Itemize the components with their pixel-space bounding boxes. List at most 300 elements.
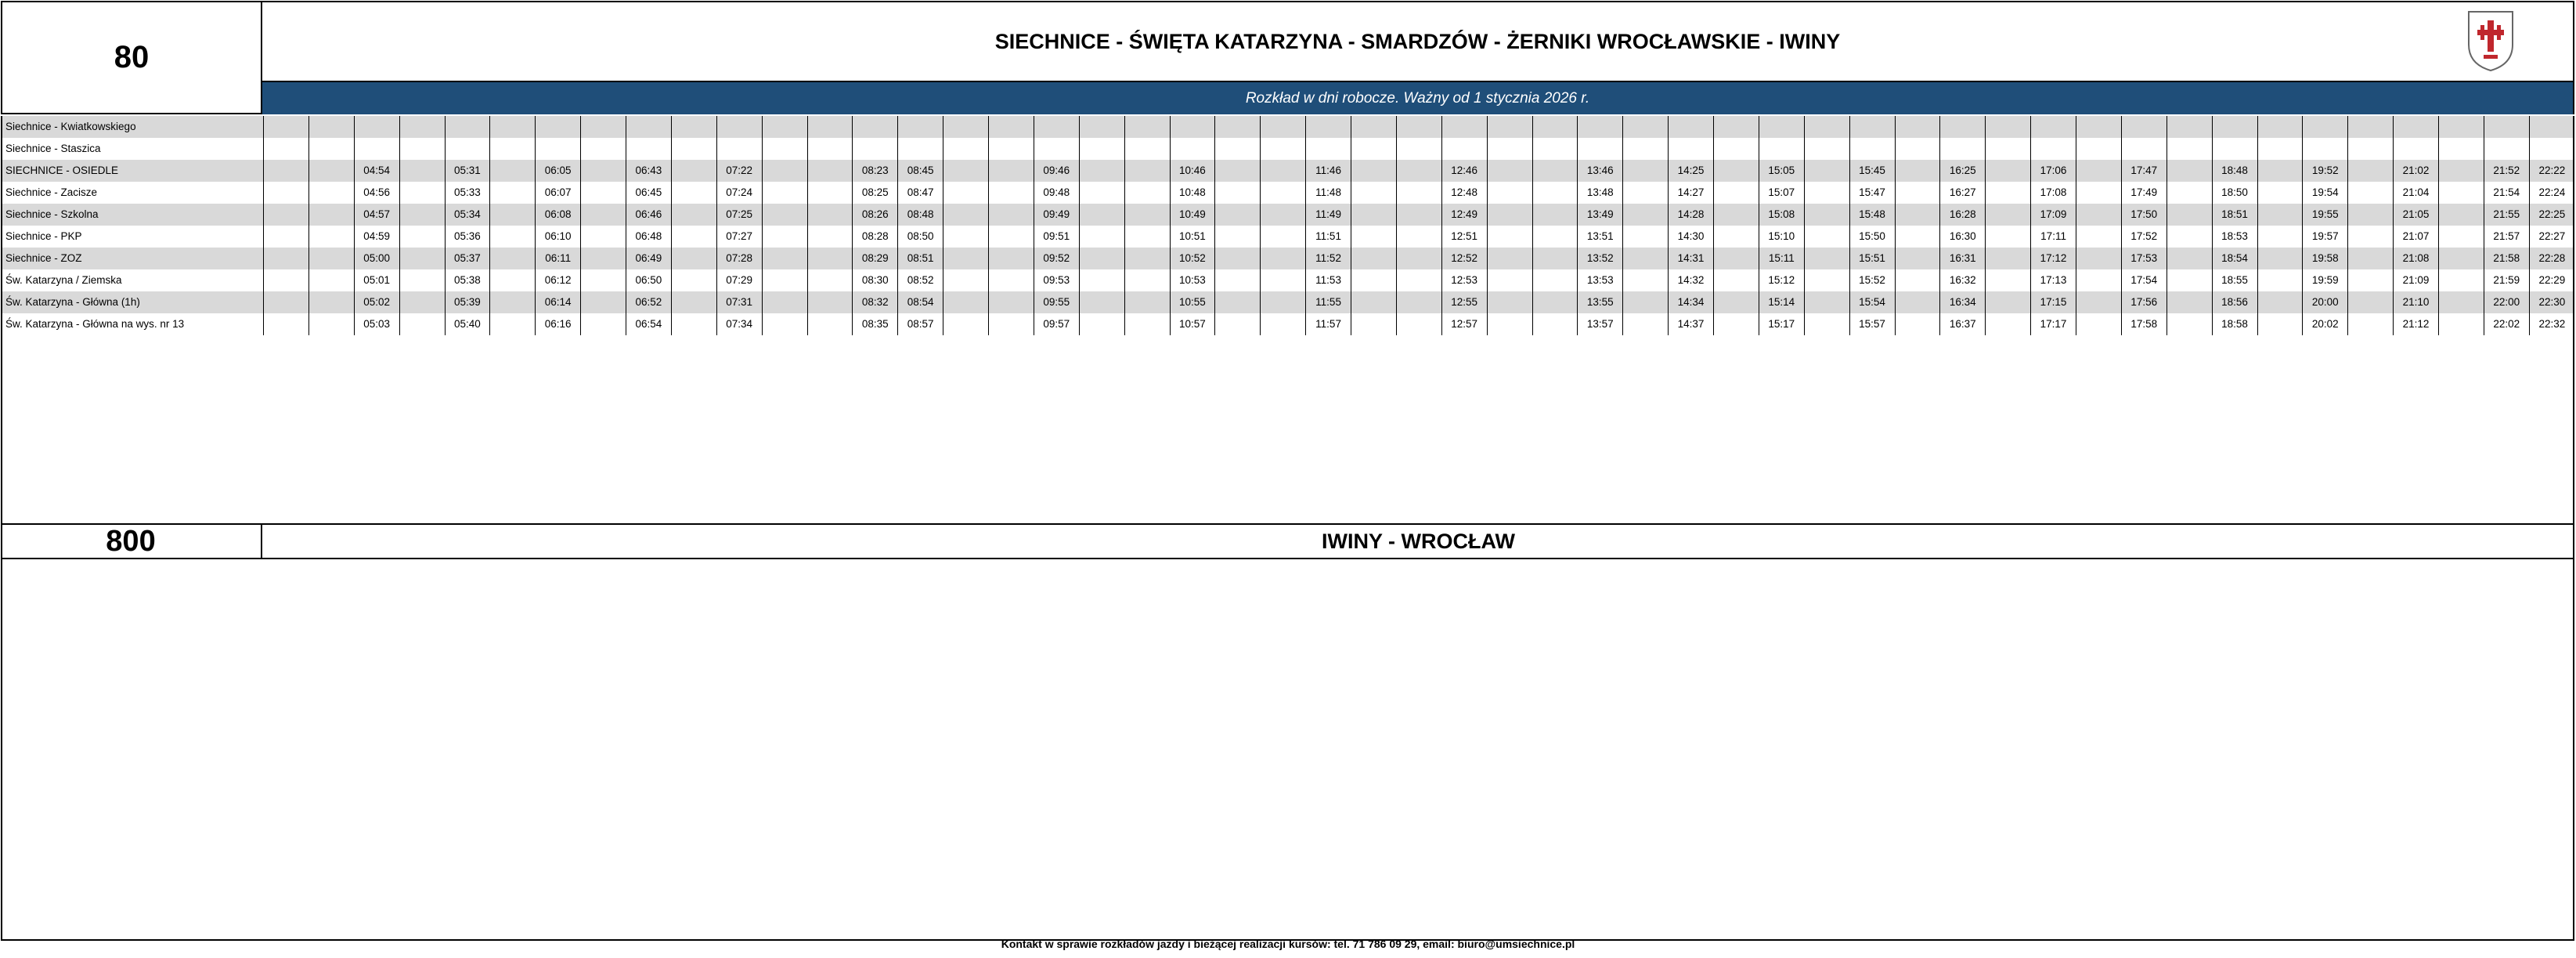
departure-time: 04:54 [354, 160, 399, 182]
departure-time [581, 182, 626, 204]
departure-time [807, 226, 853, 248]
departure-time [581, 248, 626, 269]
departure-time: 05:38 [445, 269, 490, 291]
departure-time [1532, 313, 1578, 335]
departure-time: 09:52 [1034, 248, 1079, 269]
departure-time [1940, 116, 1986, 138]
departure-time [1623, 204, 1669, 226]
departure-time [943, 248, 989, 269]
departure-time [2121, 138, 2167, 160]
departure-time [943, 138, 989, 160]
stop-name: Siechnice - Kwiatkowskiego [2, 116, 264, 138]
departure-time: 09:55 [1034, 291, 1079, 313]
departure-time [1986, 138, 2031, 160]
departure-time: 21:58 [2484, 248, 2529, 269]
departure-time [989, 248, 1034, 269]
departure-time [1986, 160, 2031, 182]
departure-time [1487, 182, 1532, 204]
departure-time: 07:28 [716, 248, 762, 269]
departure-time [264, 291, 309, 313]
departure-time: 12:46 [1441, 160, 1487, 182]
departure-time [853, 138, 898, 160]
departure-time: 06:16 [536, 313, 581, 335]
departure-time [308, 269, 354, 291]
departure-time: 06:46 [626, 204, 672, 226]
departure-time: 15:52 [1849, 269, 1895, 291]
departure-time: 17:58 [2121, 313, 2167, 335]
departure-time [1895, 269, 1940, 291]
departure-time: 16:31 [1940, 248, 1986, 269]
departure-time: 12:51 [1441, 226, 1487, 248]
departure-time [989, 226, 1034, 248]
departure-time [1441, 116, 1487, 138]
departure-time: 22:29 [2529, 269, 2574, 291]
departure-time: 14:28 [1669, 204, 1714, 226]
departure-time [1487, 291, 1532, 313]
departure-time: 22:30 [2529, 291, 2574, 313]
departure-time [445, 138, 490, 160]
departure-time [2257, 248, 2303, 269]
departure-time [2257, 138, 2303, 160]
departure-time: 08:47 [898, 182, 943, 204]
departure-time [1849, 138, 1895, 160]
departure-time [490, 269, 536, 291]
departure-time [1487, 204, 1532, 226]
departure-time [2348, 204, 2394, 226]
departure-time: 18:48 [2212, 160, 2257, 182]
departure-time: 21:04 [2394, 182, 2439, 204]
departure-time: 08:35 [853, 313, 898, 335]
departure-time [1487, 116, 1532, 138]
departure-time [308, 226, 354, 248]
departure-time [807, 204, 853, 226]
departure-time [1487, 138, 1532, 160]
departure-time [1804, 226, 1849, 248]
departure-time [1714, 291, 1759, 313]
route-title [262, 1, 2574, 82]
departure-time: 19:59 [2303, 269, 2348, 291]
departure-time [762, 248, 807, 269]
departure-time: 06:54 [626, 313, 672, 335]
timetable-line-80 [1, 116, 2574, 335]
departure-time [2076, 248, 2122, 269]
stop-name: Św. Katarzyna - Główna (1h) [2, 291, 264, 313]
departure-time [943, 291, 989, 313]
departure-time: 17:50 [2121, 204, 2167, 226]
departure-time [2167, 182, 2212, 204]
departure-time [1986, 204, 2031, 226]
departure-time: 20:02 [2303, 313, 2348, 335]
departure-time: 08:25 [853, 182, 898, 204]
departure-time [1261, 248, 1306, 269]
departure-time [1079, 226, 1124, 248]
departure-time: 15:47 [1849, 182, 1895, 204]
departure-time [1623, 160, 1669, 182]
departure-time [264, 269, 309, 291]
departure-time: 18:50 [2212, 182, 2257, 204]
departure-time: 21:57 [2484, 226, 2529, 248]
departure-time [1079, 182, 1124, 204]
departure-time [399, 226, 445, 248]
departure-time [2348, 226, 2394, 248]
departure-time [2257, 160, 2303, 182]
departure-time [1215, 138, 1261, 160]
departure-time: 11:51 [1306, 226, 1351, 248]
table-row [2, 248, 2575, 269]
departure-time: 14:31 [1669, 248, 1714, 269]
departure-time [1759, 116, 1804, 138]
departure-time: 16:25 [1940, 160, 1986, 182]
departure-time: 10:52 [1170, 248, 1215, 269]
departure-time: 08:48 [898, 204, 943, 226]
departure-time [1487, 226, 1532, 248]
departure-time [1623, 269, 1669, 291]
departure-time [1895, 226, 1940, 248]
departure-time [671, 313, 716, 335]
table-row [2, 269, 2575, 291]
departure-time: 04:56 [354, 182, 399, 204]
departure-time: 21:07 [2394, 226, 2439, 248]
departure-time [1261, 138, 1306, 160]
departure-time: 08:52 [898, 269, 943, 291]
departure-time [2348, 269, 2394, 291]
departure-time: 10:46 [1170, 160, 1215, 182]
departure-time: 10:48 [1170, 182, 1215, 204]
departure-time [581, 138, 626, 160]
departure-time: 06:45 [626, 182, 672, 204]
departure-time: 05:40 [445, 313, 490, 335]
departure-time [2076, 160, 2122, 182]
departure-time [1124, 226, 1170, 248]
departure-time [399, 116, 445, 138]
departure-time: 16:28 [1940, 204, 1986, 226]
stop-name: Siechnice - Zacisze [2, 182, 264, 204]
departure-time: 07:31 [716, 291, 762, 313]
departure-time [1623, 248, 1669, 269]
departure-time: 12:57 [1441, 313, 1487, 335]
departure-time: 13:46 [1578, 160, 1623, 182]
departure-time: 17:47 [2121, 160, 2167, 182]
departure-time: 07:22 [716, 160, 762, 182]
departure-time [1079, 116, 1124, 138]
validity-text: Rozkład w dni robocze. Ważny od 1 stycznia 2026 r. [1245, 89, 1590, 107]
departure-time [354, 138, 399, 160]
departure-time [1261, 182, 1306, 204]
departure-time [1895, 116, 1940, 138]
departure-time: 09:49 [1034, 204, 1079, 226]
departure-time [1940, 138, 1986, 160]
departure-time: 15:54 [1849, 291, 1895, 313]
departure-time [2076, 313, 2122, 335]
departure-time [1124, 313, 1170, 335]
departure-time: 05:02 [354, 291, 399, 313]
departure-time [2439, 182, 2484, 204]
departure-time: 06:12 [536, 269, 581, 291]
departure-time [2167, 138, 2212, 160]
departure-time [1351, 248, 1397, 269]
departure-time [1351, 116, 1397, 138]
departure-time [989, 116, 1034, 138]
departure-time [1714, 138, 1759, 160]
departure-time [1623, 182, 1669, 204]
departure-time [399, 204, 445, 226]
departure-time [1396, 204, 1441, 226]
departure-time [1215, 160, 1261, 182]
departure-time [2394, 116, 2439, 138]
departure-time: 06:08 [536, 204, 581, 226]
departure-time: 16:30 [1940, 226, 1986, 248]
departure-time [1351, 226, 1397, 248]
departure-time [762, 291, 807, 313]
departure-time: 05:03 [354, 313, 399, 335]
departure-time: 12:48 [1441, 182, 1487, 204]
departure-time [490, 116, 536, 138]
departure-time [490, 291, 536, 313]
departure-time: 15:10 [1759, 226, 1804, 248]
departure-time [2348, 313, 2394, 335]
departure-time [989, 182, 1034, 204]
departure-time [1079, 291, 1124, 313]
departure-time [1895, 204, 1940, 226]
departure-time [1895, 160, 1940, 182]
departure-time: 16:37 [1940, 313, 1986, 335]
departure-time: 17:52 [2121, 226, 2167, 248]
departure-time [1261, 269, 1306, 291]
departure-time: 21:55 [2484, 204, 2529, 226]
departure-time: 16:32 [1940, 269, 1986, 291]
departure-time: 13:53 [1578, 269, 1623, 291]
stop-name: Św. Katarzyna / Ziemska [2, 269, 264, 291]
departure-time: 09:51 [1034, 226, 1079, 248]
departure-time: 12:52 [1441, 248, 1487, 269]
departure-time [490, 182, 536, 204]
departure-time [1986, 291, 2031, 313]
departure-time [671, 160, 716, 182]
departure-time: 05:31 [445, 160, 490, 182]
stop-name: Siechnice - ZOZ [2, 248, 264, 269]
departure-time: 09:53 [1034, 269, 1079, 291]
departure-time [943, 160, 989, 182]
departure-time [1487, 248, 1532, 269]
departure-time: 13:52 [1578, 248, 1623, 269]
departure-time [2257, 182, 2303, 204]
departure-time [581, 204, 626, 226]
departure-time [898, 138, 943, 160]
departure-time [762, 182, 807, 204]
departure-time [264, 182, 309, 204]
departure-time: 14:32 [1669, 269, 1714, 291]
departure-time [1714, 248, 1759, 269]
departure-time [1532, 204, 1578, 226]
departure-time [807, 248, 853, 269]
departure-time [399, 313, 445, 335]
table-row [2, 160, 2575, 182]
departure-time [1124, 160, 1170, 182]
table-row [2, 226, 2575, 248]
departure-time [2167, 204, 2212, 226]
departure-time [1124, 138, 1170, 160]
stop-name: Św. Katarzyna - Główna na wys. nr 13 [2, 313, 264, 335]
departure-time [445, 116, 490, 138]
departure-time: 21:02 [2394, 160, 2439, 182]
departure-time [1396, 269, 1441, 291]
departure-time: 18:53 [2212, 226, 2257, 248]
departure-time [2348, 116, 2394, 138]
departure-time: 22:25 [2529, 204, 2574, 226]
departure-time: 17:06 [2031, 160, 2076, 182]
departure-time: 06:43 [626, 160, 672, 182]
departure-time [2439, 291, 2484, 313]
departure-time [2439, 248, 2484, 269]
departure-time [1261, 226, 1306, 248]
departure-time: 08:45 [898, 160, 943, 182]
departure-time [716, 116, 762, 138]
departure-time [1396, 138, 1441, 160]
departure-time: 13:51 [1578, 226, 1623, 248]
departure-time: 18:54 [2212, 248, 2257, 269]
departure-time [2439, 116, 2484, 138]
departure-time [2348, 138, 2394, 160]
departure-time [2257, 269, 2303, 291]
table-row [2, 313, 2575, 335]
departure-time: 05:33 [445, 182, 490, 204]
departure-time [1170, 138, 1215, 160]
departure-time [1532, 226, 1578, 248]
departure-time [264, 248, 309, 269]
departure-time [2076, 182, 2122, 204]
departure-time: 18:55 [2212, 269, 2257, 291]
departure-time: 17:11 [2031, 226, 2076, 248]
departure-time [989, 269, 1034, 291]
departure-time: 21:10 [2394, 291, 2439, 313]
route-title-800: IWINY - WROCŁAW [1322, 529, 1515, 553]
departure-time [1079, 138, 1124, 160]
departure-time [1804, 291, 1849, 313]
departure-time [1170, 116, 1215, 138]
departure-time [2439, 269, 2484, 291]
departure-time: 21:08 [2394, 248, 2439, 269]
departure-time [2348, 291, 2394, 313]
departure-time: 21:09 [2394, 269, 2439, 291]
departure-time [1215, 116, 1261, 138]
departure-time [807, 138, 853, 160]
departure-time [1804, 138, 1849, 160]
departure-time: 07:34 [716, 313, 762, 335]
departure-time: 17:53 [2121, 248, 2167, 269]
departure-time [490, 160, 536, 182]
departure-time [671, 226, 716, 248]
stop-name: SIECHNICE - OSIEDLE [2, 160, 264, 182]
line-number-800: 800 [1, 525, 262, 558]
departure-time [943, 269, 989, 291]
departure-time [1034, 116, 1079, 138]
departure-time [2212, 116, 2257, 138]
departure-time [2257, 204, 2303, 226]
departure-time [536, 116, 581, 138]
departure-time [1351, 269, 1397, 291]
section-line-800 [1, 523, 2574, 559]
departure-time [1532, 182, 1578, 204]
departure-time [762, 226, 807, 248]
departure-time [1532, 116, 1578, 138]
departure-time [989, 204, 1034, 226]
departure-time [1306, 138, 1351, 160]
departure-time [308, 182, 354, 204]
departure-time [399, 291, 445, 313]
departure-time [1079, 204, 1124, 226]
departure-time [581, 269, 626, 291]
departure-time: 08:32 [853, 291, 898, 313]
line-number: 80 [1, 1, 262, 114]
departure-time [989, 291, 1034, 313]
departure-time [2484, 138, 2529, 160]
departure-time [1396, 226, 1441, 248]
departure-time [1079, 313, 1124, 335]
departure-time [2439, 313, 2484, 335]
departure-time [1351, 204, 1397, 226]
departure-time: 22:00 [2484, 291, 2529, 313]
departure-time [1396, 182, 1441, 204]
departure-time [1532, 291, 1578, 313]
departure-time [1261, 116, 1306, 138]
departure-time: 08:51 [898, 248, 943, 269]
departure-time: 06:52 [626, 291, 672, 313]
departure-time: 07:27 [716, 226, 762, 248]
departure-time [354, 116, 399, 138]
departure-time [1895, 291, 1940, 313]
departure-time: 16:27 [1940, 182, 1986, 204]
stop-name: Siechnice - Staszica [2, 138, 264, 160]
departure-time: 06:10 [536, 226, 581, 248]
departure-time [490, 226, 536, 248]
validity-bar [262, 82, 2574, 114]
departure-time: 13:57 [1578, 313, 1623, 335]
departure-time [1441, 138, 1487, 160]
departure-time: 07:25 [716, 204, 762, 226]
departure-time: 08:30 [853, 269, 898, 291]
departure-time: 10:51 [1170, 226, 1215, 248]
departure-time [1261, 313, 1306, 335]
departure-time [1487, 313, 1532, 335]
departure-time: 08:28 [853, 226, 898, 248]
departure-time [1895, 138, 1940, 160]
departure-time: 14:27 [1669, 182, 1714, 204]
departure-time [1532, 138, 1578, 160]
departure-time [1351, 160, 1397, 182]
departure-time: 08:54 [898, 291, 943, 313]
departure-time [1895, 182, 1940, 204]
departure-time: 17:56 [2121, 291, 2167, 313]
departure-time [1351, 182, 1397, 204]
departure-time: 04:59 [354, 226, 399, 248]
departure-time [2257, 226, 2303, 248]
departure-time [807, 160, 853, 182]
departure-time [308, 313, 354, 335]
departure-time: 22:27 [2529, 226, 2574, 248]
departure-time [1215, 248, 1261, 269]
departure-time: 11:53 [1306, 269, 1351, 291]
departure-time [1124, 182, 1170, 204]
departure-time: 08:23 [853, 160, 898, 182]
departure-time [1986, 226, 2031, 248]
departure-time [807, 116, 853, 138]
departure-time [1396, 248, 1441, 269]
departure-time [264, 204, 309, 226]
departure-time: 21:54 [2484, 182, 2529, 204]
departure-time [1351, 138, 1397, 160]
departure-time: 18:51 [2212, 204, 2257, 226]
departure-time: 12:53 [1441, 269, 1487, 291]
